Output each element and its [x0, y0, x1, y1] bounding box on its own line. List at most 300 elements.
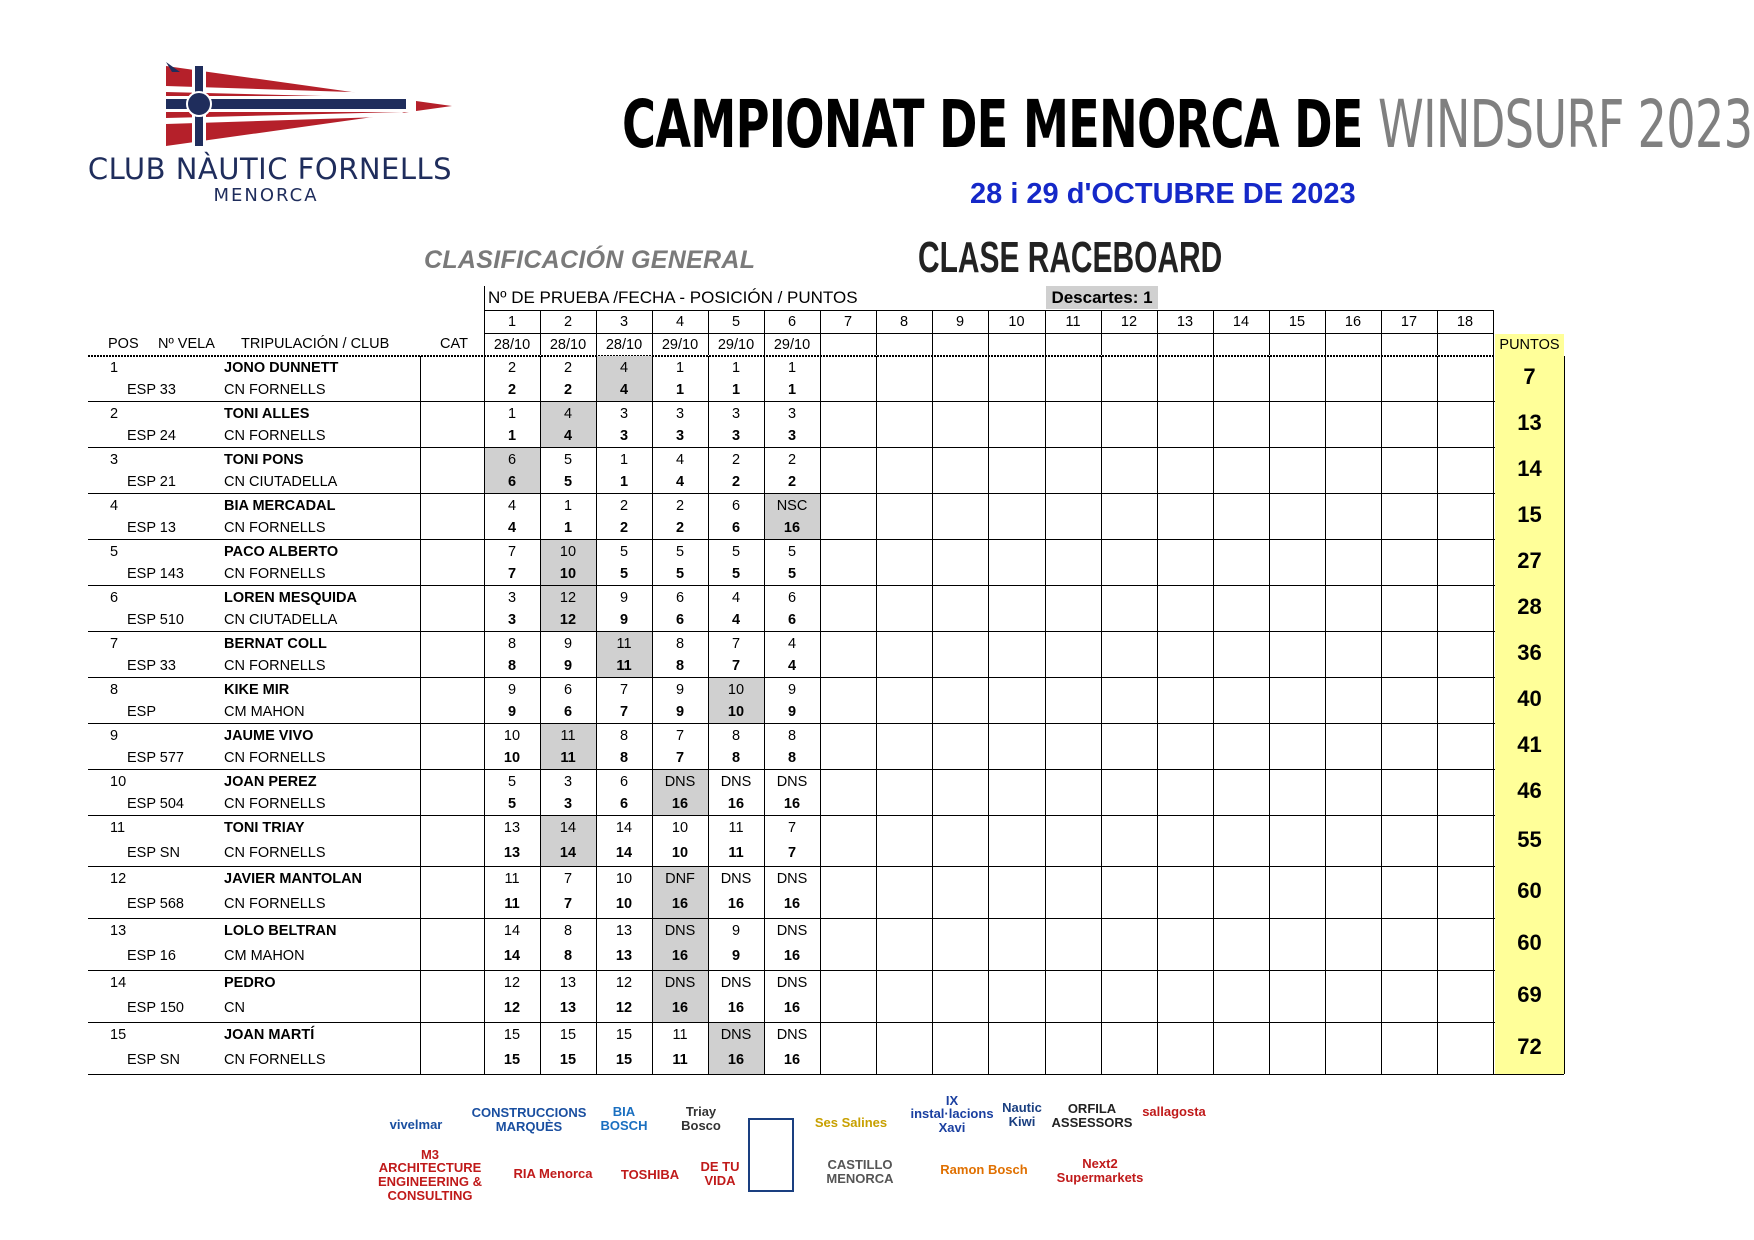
race-position: 15 [615, 1027, 633, 1043]
race-points: 4 [675, 474, 685, 490]
race-points: 7 [787, 845, 797, 861]
race-number: 16 [1344, 314, 1362, 330]
club-name-cell: CN FORNELLS [224, 566, 326, 582]
race-points: 14 [503, 948, 521, 964]
race-date: 29/10 [717, 337, 755, 353]
race-position: 1 [507, 406, 517, 422]
race-points: 8 [675, 658, 685, 674]
divider [1493, 356, 1494, 1074]
club-name: CLUB NÀUTIC FORNELLS [87, 152, 453, 186]
row-position: 1 [110, 360, 119, 376]
total-points: 14 [1517, 456, 1542, 481]
total-points: 55 [1517, 827, 1542, 852]
race-date: 28/10 [605, 337, 643, 353]
divider [652, 356, 653, 1074]
race-position: 10 [671, 820, 689, 836]
sailor-name: TONI PONS [224, 452, 304, 468]
header-pos: POS [108, 336, 139, 352]
sponsors-strip [370, 1088, 1220, 1203]
club-name-cell: CN FORNELLS [224, 796, 326, 812]
race-position: 13 [503, 820, 521, 836]
race-points: 12 [615, 1000, 633, 1016]
total-points: 60 [1517, 878, 1542, 903]
race-header-label: Nº DE PRUEBA /FECHA - POSICIÓN / PUNTOS [488, 288, 858, 307]
row-divider [88, 970, 1564, 971]
race-number: 7 [843, 314, 853, 330]
race-position: 13 [559, 975, 577, 991]
row-divider [88, 769, 1564, 770]
race-position: DNS [776, 774, 808, 790]
total-points: 36 [1517, 640, 1542, 665]
row-position: 12 [110, 871, 127, 887]
race-number: 3 [619, 314, 629, 330]
race-number: 8 [899, 314, 909, 330]
race-points: 7 [563, 896, 573, 912]
club-name-cell: CN FORNELLS [224, 428, 326, 444]
row-position: 8 [110, 682, 119, 698]
race-position: DNF [665, 871, 695, 887]
race-points: 1 [507, 428, 517, 444]
race-position: 12 [615, 975, 633, 991]
race-points: 5 [731, 566, 741, 582]
race-position: 4 [619, 360, 629, 376]
row-position: 4 [110, 498, 119, 514]
race-number: 5 [731, 314, 741, 330]
race-position: 1 [619, 452, 629, 468]
race-points: 3 [731, 428, 741, 444]
race-position: 2 [731, 452, 741, 468]
event-dates: 28 i 29 d'OCTUBRE DE 2023 [970, 178, 1356, 210]
club-name-cell: CN [224, 1000, 245, 1016]
race-position: 14 [559, 820, 577, 836]
race-position: 9 [731, 923, 741, 939]
divider [484, 356, 485, 1074]
row-divider [88, 815, 1564, 816]
race-position: 10 [727, 682, 745, 698]
race-position: 7 [675, 728, 685, 744]
sponsor-logo: ORFILA ASSESSORS [1051, 1101, 1133, 1130]
divider [1325, 356, 1326, 1074]
race-position: 3 [787, 406, 797, 422]
row-position: 6 [110, 590, 119, 606]
race-date: 29/10 [773, 337, 811, 353]
race-position: 6 [563, 682, 573, 698]
race-position: 4 [731, 590, 741, 606]
race-number: 4 [675, 314, 685, 330]
divider [484, 286, 485, 310]
race-position: DNS [664, 975, 696, 991]
club-name-cell: CN FORNELLS [224, 382, 326, 398]
page-title: CAMPIONAT DE MENORCA DE WINDSURF 2023 [622, 86, 1753, 163]
race-points: 5 [563, 474, 573, 490]
race-position: 11 [728, 820, 744, 836]
row-divider [88, 631, 1564, 632]
race-number: 12 [1120, 314, 1138, 330]
race-points: 4 [619, 382, 629, 398]
race-points: 10 [503, 750, 521, 766]
race-position: DNS [720, 1027, 752, 1043]
sponsor-logo: CONSTRUCCIONS MARQUÈS [471, 1105, 587, 1134]
row-position: 14 [110, 975, 127, 991]
header-tripulacion: TRIPULACIÓN / CLUB [241, 336, 390, 352]
race-position: 5 [507, 774, 517, 790]
row-divider [88, 1074, 1564, 1075]
sail-number: ESP 568 [127, 896, 184, 912]
race-points: 16 [783, 796, 801, 812]
sailor-name: LOLO BELTRAN [224, 923, 337, 939]
divider [652, 310, 653, 355]
sailor-name: JONO DUNNETT [224, 360, 339, 376]
race-points: 5 [507, 796, 517, 812]
race-position: 10 [503, 728, 521, 744]
divider [596, 356, 597, 1074]
race-position: DNS [720, 975, 752, 991]
sail-number: ESP 21 [127, 474, 176, 490]
race-position: 6 [675, 590, 685, 606]
race-position: 4 [563, 406, 573, 422]
row-position: 13 [110, 923, 127, 939]
club-name-cell: CN FORNELLS [224, 845, 326, 861]
divider [708, 310, 709, 355]
race-position: 6 [507, 452, 517, 468]
sponsor-logo: DE TU VIDA [700, 1159, 740, 1188]
race-number: 1 [507, 314, 517, 330]
puntos-header: PUNTOS [1495, 334, 1564, 356]
race-position: 1 [675, 360, 685, 376]
race-position: 9 [507, 682, 517, 698]
row-divider [88, 1022, 1564, 1023]
race-points: 16 [671, 948, 689, 964]
race-position: 6 [787, 590, 797, 606]
race-position: DNS [664, 774, 696, 790]
race-position: 2 [563, 360, 573, 376]
total-points: 69 [1517, 982, 1542, 1007]
divider [1325, 310, 1326, 355]
divider [876, 356, 877, 1074]
race-points: 14 [559, 845, 577, 861]
race-points: 4 [787, 658, 797, 674]
divider [988, 310, 989, 355]
race-position: 9 [675, 682, 685, 698]
divider [1564, 356, 1565, 1074]
race-points: 16 [783, 1052, 801, 1068]
race-points: 16 [727, 1000, 745, 1016]
row-divider [88, 539, 1564, 540]
race-position: 10 [559, 544, 577, 560]
race-points: 12 [559, 612, 577, 628]
race-position: 4 [507, 498, 517, 514]
sail-number: ESP 33 [127, 658, 176, 674]
race-points: 8 [787, 750, 797, 766]
header-cat: CAT [440, 336, 468, 352]
race-position: 5 [731, 544, 741, 560]
total-points: 15 [1517, 502, 1542, 527]
race-position: 3 [619, 406, 629, 422]
race-number: 18 [1456, 314, 1474, 330]
race-points: 15 [503, 1052, 521, 1068]
class-title: CLASE RACEBOARD [918, 233, 1223, 282]
divider [988, 356, 989, 1074]
race-points: 3 [563, 796, 573, 812]
divider [820, 356, 821, 1074]
race-points: 1 [731, 382, 741, 398]
race-points: 3 [619, 428, 629, 444]
race-points: 10 [559, 566, 577, 582]
sailor-name: BIA MERCADAL [224, 498, 336, 514]
divider [540, 310, 541, 355]
race-points: 10 [615, 896, 633, 912]
race-points: 11 [616, 658, 632, 674]
sail-number: ESP 16 [127, 948, 176, 964]
club-name-cell: CM MAHON [224, 948, 305, 964]
club-name-cell: CN FORNELLS [224, 1052, 326, 1068]
total-points: 41 [1517, 732, 1542, 757]
race-points: 4 [731, 612, 741, 628]
race-position: 14 [503, 923, 521, 939]
race-points: 2 [507, 382, 517, 398]
race-date: 28/10 [549, 337, 587, 353]
row-divider [88, 918, 1564, 919]
race-position: 2 [675, 498, 685, 514]
race-points: 9 [731, 948, 741, 964]
race-position: 7 [731, 636, 741, 652]
race-points: 9 [507, 704, 517, 720]
divider [1269, 310, 1270, 355]
sailor-name: BERNAT COLL [224, 636, 327, 652]
race-points: 9 [787, 704, 797, 720]
race-number: 15 [1288, 314, 1306, 330]
race-position: 15 [559, 1027, 577, 1043]
sail-number: ESP 24 [127, 428, 176, 444]
race-points: 9 [675, 704, 685, 720]
race-points: 1 [675, 382, 685, 398]
race-position: 12 [503, 975, 521, 991]
race-points: 6 [675, 612, 685, 628]
sailor-name: TONI ALLES [224, 406, 310, 422]
divider [1157, 356, 1158, 1074]
race-points: 3 [507, 612, 517, 628]
race-position: 6 [731, 498, 741, 514]
race-points: 6 [731, 520, 741, 536]
race-points: 3 [675, 428, 685, 444]
race-position: 12 [559, 590, 577, 606]
race-position: DNS [776, 975, 808, 991]
race-points: 4 [507, 520, 517, 536]
race-position: 1 [563, 498, 573, 514]
race-position: 3 [675, 406, 685, 422]
race-position: 3 [563, 774, 573, 790]
sponsor-logo: vivelmar [389, 1117, 443, 1133]
race-position: 4 [787, 636, 797, 652]
race-points: 16 [727, 1052, 745, 1068]
race-points: 5 [619, 566, 629, 582]
club-name-cell: CN CIUTADELLA [224, 474, 338, 490]
race-points: 2 [675, 520, 685, 536]
race-position: 11 [560, 728, 576, 744]
divider [764, 356, 765, 1074]
race-position: DNS [664, 923, 696, 939]
race-position: 8 [675, 636, 685, 652]
race-position: DNS [776, 871, 808, 887]
divider [1101, 310, 1102, 355]
divider [764, 310, 765, 355]
sailor-name: JOAN MARTÍ [224, 1027, 315, 1043]
header-vela: Nº VELA [158, 336, 215, 352]
total-points: 46 [1517, 778, 1542, 803]
race-points: 14 [615, 845, 633, 861]
club-location: MENORCA [213, 185, 319, 206]
row-divider [88, 401, 1564, 402]
sail-number: ESP 150 [127, 1000, 184, 1016]
total-points: 27 [1517, 548, 1542, 573]
race-points: 2 [563, 382, 573, 398]
race-points: 8 [619, 750, 629, 766]
race-number: 14 [1232, 314, 1250, 330]
race-points: 16 [783, 896, 801, 912]
race-position: 15 [503, 1027, 521, 1043]
race-position: DNS [776, 923, 808, 939]
race-position: 7 [787, 820, 797, 836]
row-position: 10 [110, 774, 127, 790]
divider [932, 356, 933, 1074]
divider [484, 310, 485, 355]
race-points: 2 [731, 474, 741, 490]
race-points: 6 [787, 612, 797, 628]
race-position: 5 [619, 544, 629, 560]
race-points: 8 [731, 750, 741, 766]
race-points: 10 [671, 845, 689, 861]
sponsor-logo: IX instal·lacions Xavi [910, 1092, 994, 1135]
row-divider [88, 677, 1564, 678]
sponsor-logo: TOSHIBA [620, 1167, 680, 1183]
row-position: 5 [110, 544, 119, 560]
race-number: 11 [1065, 314, 1081, 330]
divider [1157, 310, 1158, 355]
race-position: 5 [563, 452, 573, 468]
divider [1493, 310, 1494, 355]
sailor-name: LOREN MESQUIDA [224, 590, 357, 606]
race-position: 1 [731, 360, 741, 376]
sail-number: ESP SN [127, 845, 180, 861]
race-position: 13 [615, 923, 633, 939]
race-position: 8 [619, 728, 629, 744]
race-position: 2 [619, 498, 629, 514]
race-points: 6 [507, 474, 517, 490]
row-position: 3 [110, 452, 119, 468]
total-points: 40 [1517, 686, 1542, 711]
race-position: 11 [616, 636, 632, 652]
race-position: NSC [776, 498, 808, 514]
race-points: 7 [619, 704, 629, 720]
race-date: 29/10 [661, 337, 699, 353]
divider [1045, 356, 1046, 1074]
sponsor-logo: Next2 Supermarkets [1056, 1156, 1144, 1185]
sailor-name: KIKE MIR [224, 682, 290, 698]
race-position: 9 [563, 636, 573, 652]
race-position: 3 [731, 406, 741, 422]
race-position: 2 [507, 360, 517, 376]
race-points: 16 [727, 896, 745, 912]
sailor-name: JAVIER MANTOLAN [224, 871, 363, 887]
race-position: 8 [787, 728, 797, 744]
race-points: 10 [727, 704, 745, 720]
sail-number: ESP 577 [127, 750, 184, 766]
race-position: 11 [672, 1027, 688, 1043]
row-divider [88, 723, 1564, 724]
race-position: 9 [619, 590, 629, 606]
section-title: CLASIFICACIÓN GENERAL [424, 246, 756, 274]
race-number: 2 [563, 314, 573, 330]
divider [1437, 310, 1438, 355]
race-position: DNS [720, 774, 752, 790]
sailor-name: PACO ALBERTO [224, 544, 339, 560]
race-points: 13 [503, 845, 521, 861]
divider [1269, 356, 1270, 1074]
total-points: 28 [1517, 594, 1542, 619]
race-points: 8 [563, 948, 573, 964]
club-name-cell: CN FORNELLS [224, 520, 326, 536]
race-points: 16 [671, 1000, 689, 1016]
race-position: 7 [619, 682, 629, 698]
race-position: 11 [504, 871, 520, 887]
race-points: 5 [787, 566, 797, 582]
row-position: 7 [110, 636, 119, 652]
divider [1437, 356, 1438, 1074]
race-position: 2 [787, 452, 797, 468]
divider [876, 310, 877, 355]
sail-number: ESP 504 [127, 796, 184, 812]
race-position: 5 [675, 544, 685, 560]
race-position: 10 [615, 871, 633, 887]
race-points: 6 [619, 796, 629, 812]
race-points: 7 [507, 566, 517, 582]
divider [1381, 310, 1382, 355]
race-position: DNS [776, 1027, 808, 1043]
row-divider [88, 866, 1564, 867]
race-number: 9 [955, 314, 965, 330]
divider [540, 356, 541, 1074]
sailor-name: PEDRO [224, 975, 276, 991]
sailor-name: JAUME VIVO [224, 728, 314, 744]
sponsor-logo: Triay Bosco [681, 1104, 721, 1133]
race-number: 10 [1008, 314, 1025, 330]
race-number: 17 [1400, 314, 1418, 330]
divider [1101, 356, 1102, 1074]
race-position: 7 [563, 871, 573, 887]
race-points: 11 [504, 896, 520, 912]
discards-badge: Descartes: 1 [1046, 286, 1158, 309]
race-position: 5 [787, 544, 797, 560]
sponsor-logo [748, 1118, 794, 1192]
club-name-cell: CN CIUTADELLA [224, 612, 338, 628]
row-position: 9 [110, 728, 119, 744]
row-divider [88, 493, 1564, 494]
race-position: 1 [787, 360, 797, 376]
race-points: 16 [783, 948, 801, 964]
race-points: 1 [787, 382, 797, 398]
row-divider [88, 585, 1564, 586]
divider [596, 310, 597, 355]
race-points: 13 [615, 948, 633, 964]
divider [1213, 310, 1214, 355]
race-date: 28/10 [493, 337, 531, 353]
race-points: 8 [507, 658, 517, 674]
row-position: 15 [110, 1027, 127, 1043]
race-points: 1 [563, 520, 573, 536]
club-name-cell: CM MAHON [224, 704, 305, 720]
race-points: 7 [731, 658, 741, 674]
race-points: 9 [563, 658, 573, 674]
